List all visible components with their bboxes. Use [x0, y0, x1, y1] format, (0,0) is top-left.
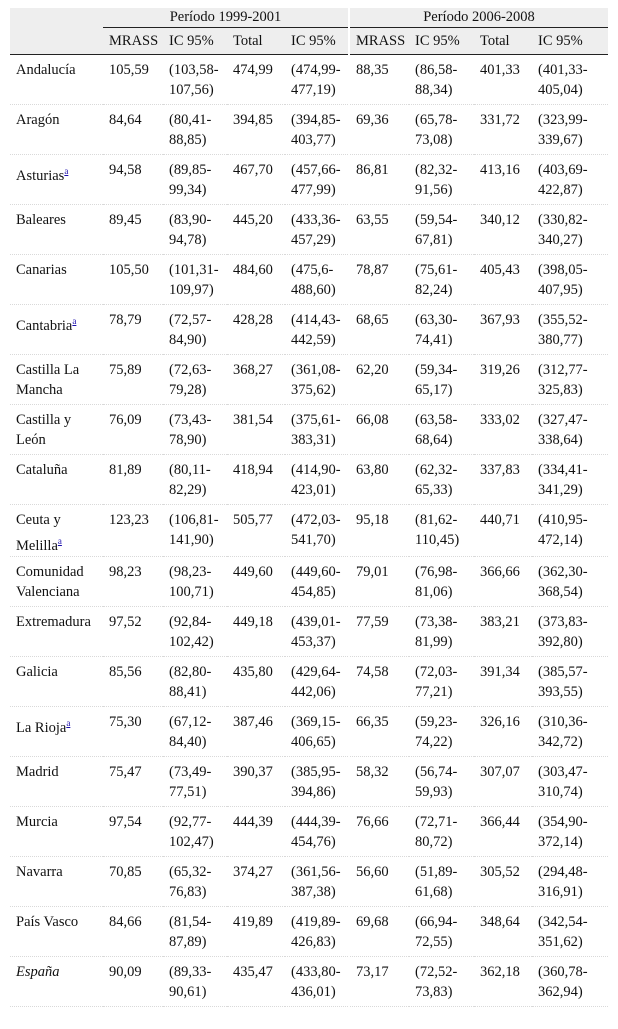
table-row: [10, 355, 608, 405]
value-cell: (475,6-488,60): [285, 255, 349, 305]
value-cell: 66,08: [349, 405, 409, 455]
table-row: [10, 105, 608, 155]
value-cell: (80,11-82,29): [163, 455, 227, 505]
period-2006-2008-header: Período 2006-2008: [349, 8, 608, 28]
value-cell: 84,66: [103, 906, 163, 956]
value-cell: (439,01-453,37): [285, 606, 349, 656]
region-name: Comunidad Valenciana: [16, 563, 84, 600]
value-cell: (310,36-342,72): [532, 706, 608, 756]
column-header: IC 95%: [163, 28, 227, 55]
table-row: [10, 856, 608, 906]
value-cell: 362,18: [474, 956, 532, 1006]
value-cell: 333,02: [474, 405, 532, 455]
region-name: La Rioja: [16, 719, 67, 736]
value-cell: (56,74-59,93): [409, 756, 474, 806]
value-cell: 444,39: [227, 806, 285, 856]
region-name: Madrid: [16, 763, 59, 780]
region-name: Ceuta y Melilla: [16, 512, 61, 554]
table-body: [10, 55, 608, 1007]
value-cell: 307,07: [474, 756, 532, 806]
value-cell: (66,94-72,55): [409, 906, 474, 956]
value-cell: (444,39-454,76): [285, 806, 349, 856]
value-cell: (59,34-65,17): [409, 355, 474, 405]
value-cell: 105,59: [103, 55, 163, 105]
value-cell: (449,60-454,85): [285, 556, 349, 606]
value-cell: (98,23-100,71): [163, 556, 227, 606]
value-cell: (334,41-341,29): [532, 455, 608, 505]
region-name: Cantabria: [16, 317, 73, 334]
region-name: Extremadura: [16, 613, 91, 630]
value-cell: 89,45: [103, 205, 163, 255]
region-cell: [10, 606, 103, 656]
value-cell: (65,32-76,83): [163, 856, 227, 906]
value-cell: 79,01: [349, 556, 409, 606]
value-cell: (472,03-541,70): [285, 505, 349, 557]
value-cell: (89,33-90,61): [163, 956, 227, 1006]
value-cell: 440,71: [474, 505, 532, 557]
value-cell: 95,18: [349, 505, 409, 557]
value-cell: 305,52: [474, 856, 532, 906]
value-cell: 474,99: [227, 55, 285, 105]
region-name: Andalucía: [16, 62, 76, 78]
column-header: IC 95%: [409, 28, 474, 55]
value-cell: 348,64: [474, 906, 532, 956]
value-cell: 86,81: [349, 155, 409, 205]
table-header: [10, 8, 608, 55]
value-cell: (355,52-380,77): [532, 305, 608, 355]
value-cell: (92,84-102,42): [163, 606, 227, 656]
value-cell: (474,99-477,19): [285, 55, 349, 105]
value-cell: 66,35: [349, 706, 409, 756]
footnote-link[interactable]: a: [57, 536, 62, 546]
table-row: [10, 505, 608, 557]
region-name: País Vasco: [16, 913, 79, 930]
column-header: Total: [474, 28, 532, 55]
value-cell: (81,62-110,45): [409, 505, 474, 557]
value-cell: (65,78-73,08): [409, 105, 474, 155]
value-cell: 484,60: [227, 255, 285, 305]
value-cell: (429,64-442,06): [285, 656, 349, 706]
value-cell: 366,44: [474, 806, 532, 856]
value-cell: (294,48-316,91): [532, 856, 608, 906]
table-row: [10, 305, 608, 355]
value-cell: 75,47: [103, 756, 163, 806]
value-cell: 78,87: [349, 255, 409, 305]
region-name: Castilla y León: [16, 412, 72, 448]
table-row: [10, 556, 608, 606]
value-cell: 63,55: [349, 205, 409, 255]
value-cell: (101,31-109,97): [163, 255, 227, 305]
value-cell: 418,94: [227, 455, 285, 505]
value-cell: (63,30-74,41): [409, 305, 474, 355]
region-cell: [10, 556, 103, 606]
region-name: España: [16, 963, 60, 980]
value-cell: 88,35: [349, 55, 409, 105]
region-cell: [10, 355, 103, 405]
value-cell: (362,30-368,54): [532, 556, 608, 606]
value-cell: 69,68: [349, 906, 409, 956]
table-row: [10, 405, 608, 455]
value-cell: (82,32-91,56): [409, 155, 474, 205]
value-cell: 77,59: [349, 606, 409, 656]
value-cell: (72,71-80,72): [409, 806, 474, 856]
value-cell: 449,18: [227, 606, 285, 656]
value-cell: 368,27: [227, 355, 285, 405]
value-cell: 445,20: [227, 205, 285, 255]
region-cell: [10, 856, 103, 906]
column-header: IC 95%: [532, 28, 608, 55]
region-name: Aragón: [16, 112, 60, 128]
value-cell: 383,21: [474, 606, 532, 656]
value-cell: (59,23-74,22): [409, 706, 474, 756]
value-cell: (385,57-393,55): [532, 656, 608, 706]
value-cell: 62,20: [349, 355, 409, 405]
value-cell: 84,64: [103, 105, 163, 155]
region-cell: [10, 505, 103, 557]
value-cell: (385,95-394,86): [285, 756, 349, 806]
value-cell: 123,23: [103, 505, 163, 557]
value-cell: 337,83: [474, 455, 532, 505]
column-header: MRASS: [349, 28, 409, 55]
value-cell: 326,16: [474, 706, 532, 756]
value-cell: (419,89-426,83): [285, 906, 349, 956]
value-cell: (72,52-73,83): [409, 956, 474, 1006]
footnote-link[interactable]: a: [64, 166, 69, 176]
value-cell: 340,12: [474, 205, 532, 255]
value-cell: (369,15-406,65): [285, 706, 349, 756]
column-header: IC 95%: [285, 28, 349, 55]
value-cell: 68,65: [349, 305, 409, 355]
region-name: Baleares: [16, 212, 66, 228]
region-name: Murcia: [16, 813, 58, 830]
column-header: Total: [227, 28, 285, 55]
value-cell: (361,56-387,38): [285, 856, 349, 906]
region-name: Galicia: [16, 663, 58, 680]
table-row: [10, 806, 608, 856]
footnote-link[interactable]: a: [66, 717, 71, 728]
value-cell: 75,30: [103, 706, 163, 756]
value-cell: (312,77-325,83): [532, 355, 608, 405]
value-cell: 467,70: [227, 155, 285, 205]
value-cell: 390,37: [227, 756, 285, 806]
value-cell: (80,41-88,85): [163, 105, 227, 155]
region-cell: [10, 706, 103, 756]
value-cell: 76,09: [103, 405, 163, 455]
table-row: [10, 956, 608, 1006]
value-cell: 74,58: [349, 656, 409, 706]
value-cell: (457,66-477,99): [285, 155, 349, 205]
region-cell: [10, 205, 103, 255]
value-cell: 435,47: [227, 956, 285, 1006]
value-cell: 56,60: [349, 856, 409, 906]
value-cell: (73,43-78,90): [163, 405, 227, 455]
value-cell: (342,54-351,62): [532, 906, 608, 956]
value-cell: (433,36-457,29): [285, 205, 349, 255]
header-corner: [10, 8, 103, 28]
footnote-link[interactable]: a: [72, 316, 77, 326]
value-cell: 428,28: [227, 305, 285, 355]
value-cell: 374,27: [227, 856, 285, 906]
value-cell: 76,66: [349, 806, 409, 856]
value-cell: (394,85-403,77): [285, 105, 349, 155]
region-cell: [10, 105, 103, 155]
value-cell: (67,12-84,40): [163, 706, 227, 756]
table-row: [10, 55, 608, 105]
value-cell: (62,32-65,33): [409, 455, 474, 505]
value-cell: 98,23: [103, 556, 163, 606]
region-cell: [10, 405, 103, 455]
value-cell: (330,82-340,27): [532, 205, 608, 255]
region-cell: [10, 906, 103, 956]
value-cell: 81,89: [103, 455, 163, 505]
value-cell: (103,58-107,56): [163, 55, 227, 105]
value-cell: 401,33: [474, 55, 532, 105]
value-cell: (361,08-375,62): [285, 355, 349, 405]
value-cell: (373,83-392,80): [532, 606, 608, 656]
value-cell: 413,16: [474, 155, 532, 205]
value-cell: 69,36: [349, 105, 409, 155]
value-cell: 394,85: [227, 105, 285, 155]
value-cell: 63,80: [349, 455, 409, 505]
value-cell: (323,99-339,67): [532, 105, 608, 155]
value-cell: 405,43: [474, 255, 532, 305]
value-cell: (414,43-442,59): [285, 305, 349, 355]
table-row: [10, 706, 608, 756]
table-row: [10, 255, 608, 305]
value-cell: (401,33-405,04): [532, 55, 608, 105]
value-cell: 90,09: [103, 956, 163, 1006]
region-name: Castilla La Mancha: [16, 362, 80, 398]
mortality-table: [10, 8, 608, 1007]
table-row: [10, 205, 608, 255]
value-cell: (354,90-372,14): [532, 806, 608, 856]
region-cell: [10, 806, 103, 856]
value-cell: 366,66: [474, 556, 532, 606]
value-cell: (398,05-407,95): [532, 255, 608, 305]
value-cell: 387,46: [227, 706, 285, 756]
value-cell: (360,78-362,94): [532, 956, 608, 1006]
value-cell: 97,52: [103, 606, 163, 656]
value-cell: 58,32: [349, 756, 409, 806]
value-cell: 85,56: [103, 656, 163, 706]
value-cell: 97,54: [103, 806, 163, 856]
table-row: [10, 906, 608, 956]
value-cell: (303,47-310,74): [532, 756, 608, 806]
value-cell: 391,34: [474, 656, 532, 706]
table-row: [10, 756, 608, 806]
table-row: [10, 455, 608, 505]
value-cell: (76,98-81,06): [409, 556, 474, 606]
value-cell: (403,69-422,87): [532, 155, 608, 205]
value-cell: (375,61-383,31): [285, 405, 349, 455]
table-row: [10, 155, 608, 205]
value-cell: (92,77-102,47): [163, 806, 227, 856]
value-cell: 367,93: [474, 305, 532, 355]
value-cell: 73,17: [349, 956, 409, 1006]
header-corner-lower: [10, 28, 103, 55]
region-name: Cataluña: [16, 462, 68, 478]
region-cell: [10, 155, 103, 205]
region-cell: [10, 455, 103, 505]
region-name: Navarra: [16, 863, 63, 880]
value-cell: 105,50: [103, 255, 163, 305]
value-cell: 435,80: [227, 656, 285, 706]
value-cell: (433,80-436,01): [285, 956, 349, 1006]
value-cell: 78,79: [103, 305, 163, 355]
region-cell: [10, 255, 103, 305]
region-name: Canarias: [16, 262, 67, 278]
value-cell: (410,95-472,14): [532, 505, 608, 557]
value-cell: (414,90-423,01): [285, 455, 349, 505]
value-cell: 70,85: [103, 856, 163, 906]
value-cell: (82,80-88,41): [163, 656, 227, 706]
value-cell: (73,38-81,99): [409, 606, 474, 656]
table-row: [10, 606, 608, 656]
period-1999-2001-header: Período 1999-2001: [103, 8, 349, 28]
value-cell: (72,03-77,21): [409, 656, 474, 706]
value-cell: (106,81-141,90): [163, 505, 227, 557]
region-cell: [10, 305, 103, 355]
value-cell: (73,49-77,51): [163, 756, 227, 806]
region-cell: [10, 956, 103, 1006]
value-cell: 419,89: [227, 906, 285, 956]
value-cell: 75,89: [103, 355, 163, 405]
region-cell: [10, 656, 103, 706]
value-cell: (63,58-68,64): [409, 405, 474, 455]
value-cell: (89,85-99,34): [163, 155, 227, 205]
value-cell: 381,54: [227, 405, 285, 455]
value-cell: (327,47-338,64): [532, 405, 608, 455]
value-cell: (86,58-88,34): [409, 55, 474, 105]
value-cell: 505,77: [227, 505, 285, 557]
table-row: [10, 656, 608, 706]
value-cell: (72,63-79,28): [163, 355, 227, 405]
value-cell: (81,54-87,89): [163, 906, 227, 956]
value-cell: (59,54-67,81): [409, 205, 474, 255]
value-cell: 94,58: [103, 155, 163, 205]
value-cell: 449,60: [227, 556, 285, 606]
column-header: MRASS: [103, 28, 163, 55]
region-cell: [10, 55, 103, 105]
value-cell: (72,57-84,90): [163, 305, 227, 355]
region-name: Asturias: [16, 167, 65, 184]
value-cell: (51,89-61,68): [409, 856, 474, 906]
value-cell: (83,90-94,78): [163, 205, 227, 255]
value-cell: 319,26: [474, 355, 532, 405]
value-cell: (75,61-82,24): [409, 255, 474, 305]
value-cell: 331,72: [474, 105, 532, 155]
region-cell: [10, 756, 103, 806]
